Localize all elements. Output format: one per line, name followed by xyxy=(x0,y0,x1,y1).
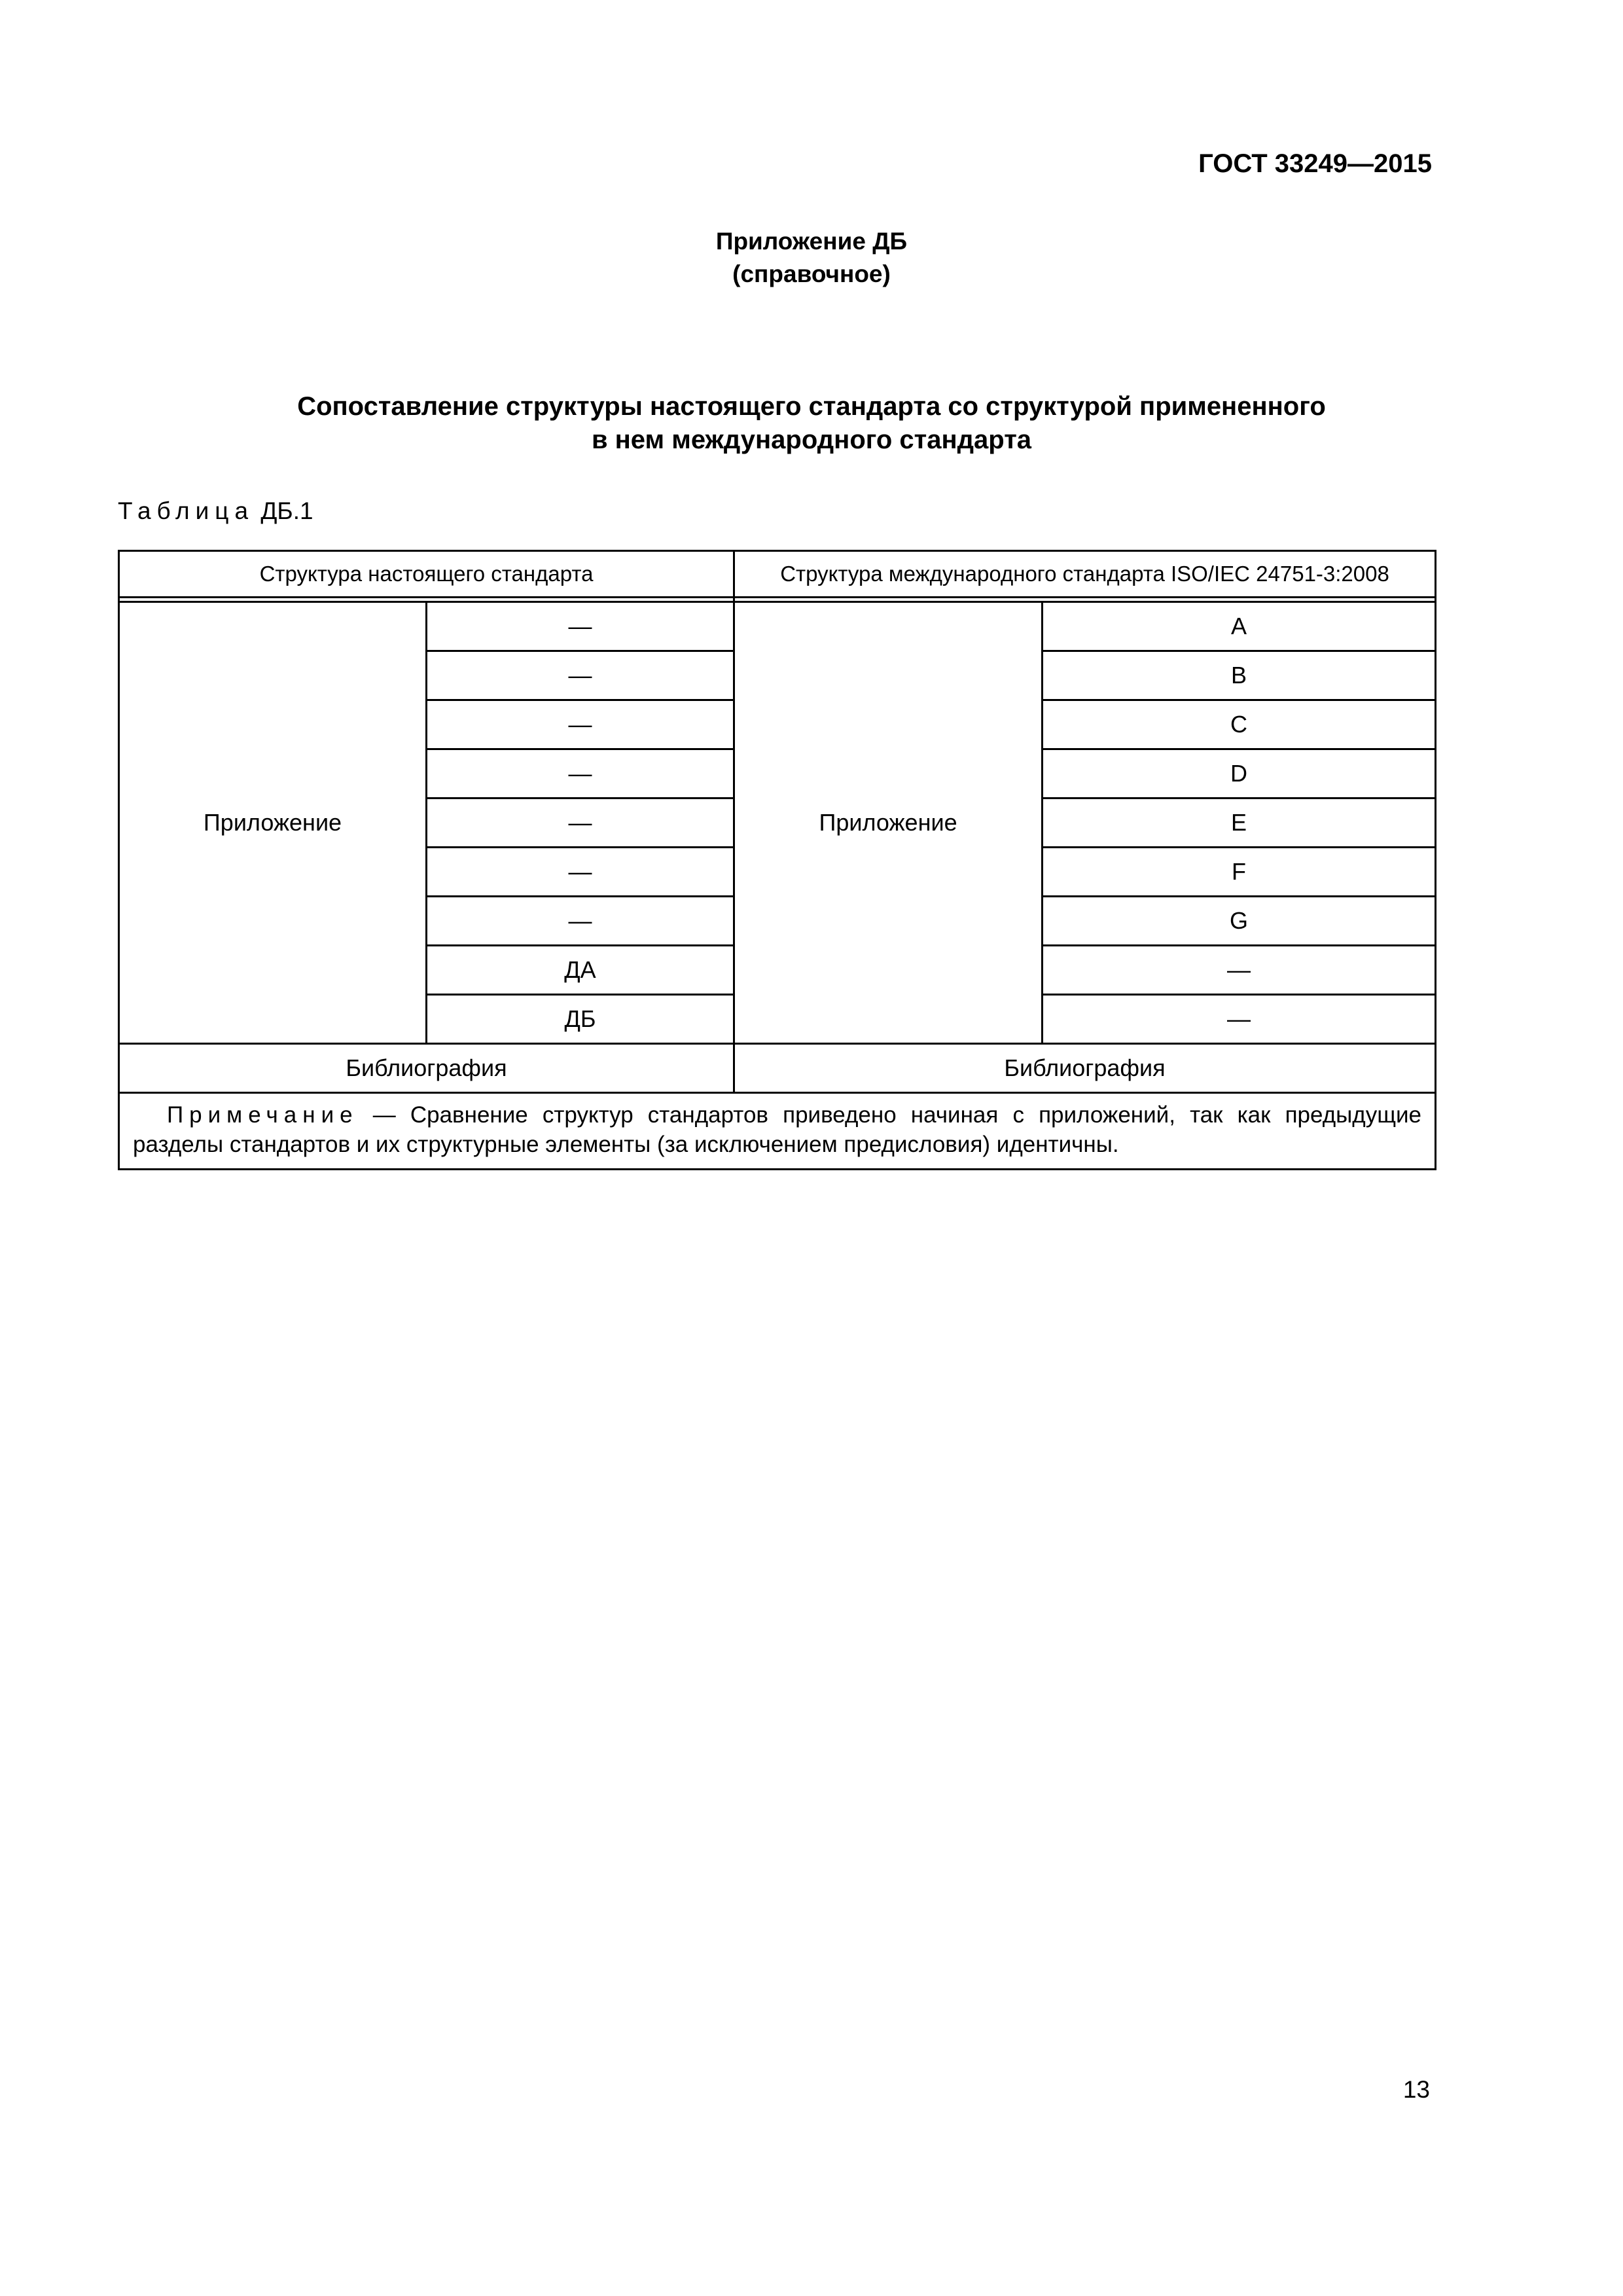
table-caption-word: Таблица xyxy=(118,497,255,524)
left-cell: — xyxy=(427,897,734,946)
right-cell: — xyxy=(1043,995,1436,1044)
table-row xyxy=(119,602,1436,651)
left-cell: — xyxy=(427,749,734,798)
right-cell: A xyxy=(1043,602,1436,651)
left-cell: — xyxy=(427,798,734,848)
page-number: 13 xyxy=(1402,2076,1430,2103)
structure-comparison-table xyxy=(118,550,1436,1170)
right-cell: C xyxy=(1043,700,1436,749)
table-header-row xyxy=(119,551,1436,598)
table-caption-number: ДБ.1 xyxy=(260,497,313,524)
appendix-title: Приложение ДБ xyxy=(715,228,908,255)
left-cell: — xyxy=(427,848,734,897)
left-cell: — xyxy=(427,651,734,700)
right-cell: — xyxy=(1043,946,1436,995)
table-caption xyxy=(118,497,313,525)
right-cell: G xyxy=(1043,897,1436,946)
note-row xyxy=(119,1093,1436,1170)
right-cell: F xyxy=(1043,848,1436,897)
right-cell: B xyxy=(1043,651,1436,700)
left-cell: — xyxy=(427,602,734,651)
bibliography-row xyxy=(119,1044,1436,1093)
document-title-line-2: в нем международного стандарта xyxy=(591,425,1032,454)
header-double-rule xyxy=(119,598,1436,602)
bibliography-right: Библиография xyxy=(734,1044,1436,1093)
document-title xyxy=(0,390,1623,457)
note-label: Примечание xyxy=(167,1102,359,1128)
bibliography-left: Библиография xyxy=(119,1044,734,1093)
left-cell: ДА xyxy=(427,946,734,995)
right-cell: E xyxy=(1043,798,1436,848)
table-note xyxy=(119,1093,1436,1170)
appendix-heading xyxy=(0,225,1623,291)
document-title-line-1: Сопоставление структуры настоящего стандарта со структурой примененного xyxy=(297,392,1326,421)
standard-code: ГОСТ 33249—2015 xyxy=(1198,149,1432,178)
right-cell: D xyxy=(1043,749,1436,798)
header-left: Структура настоящего стандарта xyxy=(119,551,734,598)
right-section-label: Приложение xyxy=(734,602,1043,1044)
left-section-label: Приложение xyxy=(119,602,427,1044)
header-right: Структура международного стандарта ISO/IEC 24751-3:2008 xyxy=(734,551,1436,598)
left-cell: ДБ xyxy=(427,995,734,1044)
note-text: — Сравнение структур стандартов приведено начиная с приложений, так как предыдущие разделы стандартов и их структурные элементы (за исключением предисловия) идентичны. xyxy=(133,1102,1422,1157)
appendix-type: (справочное) xyxy=(732,260,891,287)
left-cell: — xyxy=(427,700,734,749)
